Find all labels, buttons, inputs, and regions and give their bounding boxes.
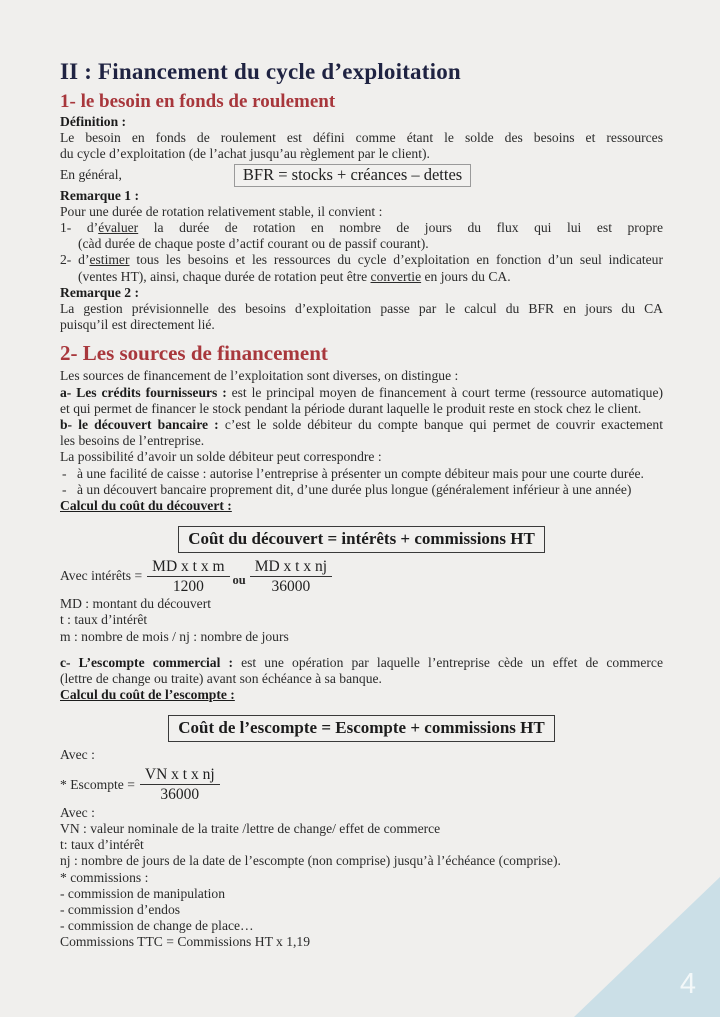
calc-escompte-label: Calcul du coût de l’escompte : <box>60 687 235 703</box>
definition-line2: du cycle d’exploitation (de l’achat jusqu’au règlement par le client). <box>60 146 430 162</box>
remark1-label: Remarque 1 : <box>60 187 140 203</box>
cout-decouvert-formula-box: Coût du découvert = intérêts + commissions HT <box>178 526 545 553</box>
t-definition-2: t: taux d’intérêt <box>60 837 144 853</box>
avec-label-2: Avec : <box>60 804 95 820</box>
item1-underlined-word: évaluer <box>98 220 139 236</box>
item2-underlined-word: estimer <box>89 252 130 268</box>
cout-decouvert-box-row <box>60 526 663 553</box>
item2-line2-post: en jours du CA. <box>421 268 511 284</box>
spacer <box>60 514 663 520</box>
item2-line2-underlined-word: convertie <box>370 268 422 284</box>
decouvert-bancaire-label: b- le découvert bancaire : <box>60 417 219 433</box>
possibilite-intro: La possibilité d’avoir un solde débiteur peut correspondre : <box>60 449 382 465</box>
remark1-item2 <box>60 252 663 284</box>
md-definition: MD : montant du découvert <box>60 596 212 612</box>
commissions-ttc-line: Commissions TTC = Commissions HT x 1,19 <box>60 934 311 950</box>
vn-definition: VN : valeur nominale de la traite /lettre de change/ effet de commerce <box>60 820 441 836</box>
bullet-facilite-caisse <box>60 466 663 482</box>
fraction-numerator: MD x t x nj <box>250 558 332 577</box>
remark1-intro: Pour une durée de rotation relativement stable, il convient : <box>60 203 383 219</box>
item2-line2-pre: (ventes HT), ainsi, chaque durée de rotation peut être <box>78 268 371 284</box>
bullet1-text: à une facilité de caisse : autorise l’entreprise à présenter un compte débiteur mais pour une courte durée. <box>77 465 644 481</box>
dash-icon: - <box>62 465 67 481</box>
decouvert-bancaire-line2: les besoins de l’entreprise. <box>60 433 205 449</box>
commission-endos: - commission d’endos <box>60 901 181 917</box>
commission-change-place: - commission de change de place… <box>60 918 254 934</box>
fraction-numerator: MD x t x m <box>147 558 229 577</box>
bullet2-text: à un découvert bancaire proprement dit, d’une durée plus longue (généralement inférieur à une année) <box>77 481 632 497</box>
cout-escompte-box-row <box>60 715 663 742</box>
t-definition: t : taux d’intérêt <box>60 612 148 628</box>
page-title: II : Financement du cycle d’exploitation <box>60 59 461 84</box>
fraction-md-m <box>147 558 229 595</box>
credits-fournisseurs-label: a- Les crédits fournisseurs : <box>60 384 227 400</box>
spacer <box>60 645 663 655</box>
spacer <box>60 703 663 709</box>
escompte-commercial-text: est une opération par laquelle l’entreprise cède un effet de commerce <box>233 654 663 670</box>
cout-escompte-formula-box: Coût de l’escompte = Escompte + commissions HT <box>168 715 554 742</box>
bfr-formula-box: BFR = stocks + créances – dettes <box>234 164 471 187</box>
item2-line1 <box>60 252 663 268</box>
definition-line1: Le besoin en fonds de roulement est défini comme étant le solde des besoins et ressources <box>60 130 663 146</box>
interets-formula-row <box>60 558 663 594</box>
avec-label-1: Avec : <box>60 747 95 763</box>
item1-rest: la durée de rotation en nombre de jours du flux qui lui est propre <box>138 220 663 236</box>
fraction-vn-nj <box>140 766 220 803</box>
commissions-label: * commissions : <box>60 869 149 885</box>
bullet-decouvert-proprement <box>60 482 663 498</box>
credits-fournisseurs-line1 <box>60 385 663 401</box>
or-word: ou <box>232 572 246 587</box>
credits-fournisseurs-text: est le principal moyen de financement à court terme (ressource automatique) <box>226 384 664 400</box>
decouvert-bancaire-line1 <box>60 417 663 433</box>
decouvert-bancaire-text: c’est le solde débiteur du compte banque qui permet de couvrir exactement <box>218 417 663 433</box>
escompte-commercial-label: c- L’escompte commercial : <box>60 654 234 670</box>
section2-intro: Les sources de financement de l’exploitation sont diverses, on distingue : <box>60 368 459 384</box>
m-definition: m : nombre de mois / nj : nombre de jours <box>60 628 289 644</box>
fraction-denominator: 36000 <box>160 786 200 804</box>
calc-decouvert-label: Calcul du coût du découvert : <box>60 498 232 514</box>
section1-heading: 1- le besoin en fonds de roulement <box>60 91 336 112</box>
escompte-label: * Escompte = <box>60 776 135 792</box>
definition-label: Définition : <box>60 114 127 129</box>
dash-icon: - <box>62 481 67 497</box>
item1-line2: (càd durée de chaque poste d’actif courant ou de passif courant). <box>78 236 429 252</box>
bfr-formula-row <box>60 164 663 187</box>
credits-fournisseurs-line2: et qui permet de financer le stock pendant la période durant laquelle le produit reste en stock chez le client. <box>60 400 642 416</box>
escompte-commercial-line1 <box>60 655 663 671</box>
commission-manipulation: - commission de manipulation <box>60 885 225 901</box>
item2-rest: tous les besoins et les ressources du cycle d’exploitation en fonction d’un seul indicateur <box>129 252 663 268</box>
avec-interets-label: Avec intérêts = <box>60 568 143 584</box>
item2-line2 <box>60 269 663 285</box>
section2-heading: 2- Les sources de financement <box>60 341 328 366</box>
page-number: 4 <box>679 968 696 1000</box>
remark1-item1 <box>60 220 663 252</box>
fraction-denominator: 1200 <box>172 577 204 595</box>
fraction-numerator: VN x t x nj <box>140 766 220 785</box>
remark2-line2: puisqu’il est directement lié. <box>60 317 215 333</box>
remark2-line1: La gestion prévisionnelle des besoins d’exploitation passe par le calcul du BFR en jours du CA <box>60 301 663 317</box>
escompte-commercial-line2: (lettre de change ou traite) avant son échéance à sa banque. <box>60 671 382 687</box>
item1-prefix: 1- d’ <box>60 220 99 236</box>
remark2-label: Remarque 2 : <box>60 284 140 300</box>
escompte-formula-row <box>60 767 663 803</box>
en-general-label: En général, <box>60 167 122 182</box>
nj-definition: nj : nombre de jours de la date de l’escompte (non comprise) jusqu’à l’échéance (comprise). <box>60 853 561 869</box>
fraction-md-nj <box>250 558 332 595</box>
item2-prefix: 2- d’ <box>60 252 90 268</box>
item1-line1 <box>60 220 663 236</box>
fraction-denominator: 36000 <box>271 577 311 595</box>
